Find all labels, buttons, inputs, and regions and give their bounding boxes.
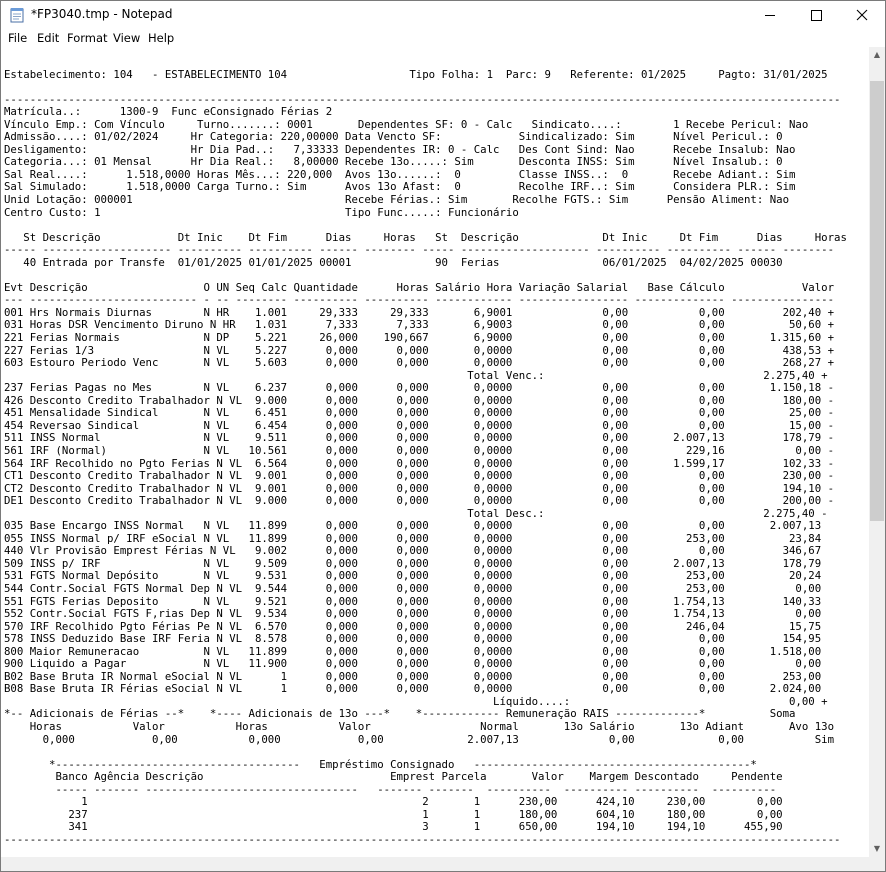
document-text[interactable] (4, 56, 847, 846)
document-line: 440 Vlr Provisão Emprest Férias N VL 9.002 0,000 0,000 0,0000 0,00 0,00 346,67 (4, 544, 822, 558)
document-line: 341 3 1 650,00 194,10 194,10 455,90 (4, 820, 783, 834)
document-line: 603 Estouro Periodo Venc N VL 5.603 0,000 0,000 0,0000 0,00 0,00 268,27 + (4, 356, 835, 370)
document-line: 511 INSS Normal N VL 9.511 0,000 0,000 0,0000 0,00 2.007,13 178,79 - (4, 431, 835, 445)
document-line: Categoria...: 01 Mensal Hr Dia Real.: 8,00000 Recebe 13o.....: Sim Desconta INSS: Sim Nível Insalub.: 0 (4, 155, 783, 169)
document-line: 544 Contr.Social FGTS Normal Dep N VL 9.544 0,000 0,000 0,0000 0,00 253,00 0,00 (4, 581, 822, 595)
document-line: DE1 Desconto Credito Trabalhador N VL 9.000 0,000 0,000 0,0000 0,00 0,00 200,00 - (4, 494, 835, 508)
document-line: 1 2 1 230,00 424,10 230,00 0,00 (4, 795, 783, 809)
document-line: B02 Base Bruta IR Normal eSocial N VL 1 0,000 0,000 0,0000 0,00 0,00 253,00 (4, 669, 822, 683)
document-line: 551 FGTS Ferias Deposito N VL 9.521 0,000 0,000 0,0000 0,00 1.754,13 140,33 (4, 594, 822, 608)
document-line: Estabelecimento: 104 - ESTABELECIMENTO 104 Tipo Folha: 1 Parc: 9 Referente: 01/2025 Pagto: 31/01/2025 (4, 67, 828, 81)
document-line: 509 INSS p/ IRF N VL 9.509 0,000 0,000 0,0000 0,00 2.007,13 178,79 (4, 556, 822, 570)
document-line: 900 Liquido a Pagar N VL 11.900 0,000 0,000 0,0000 0,00 0,00 0,00 (4, 657, 822, 671)
document-line: Matrícula..: 1300-9 Func eConsignado Férias 2 (4, 105, 333, 119)
document-line: Líquido....: 0,00 + (4, 694, 828, 708)
document-line: Admissão....: 01/02/2024 Hr Categoria: 220,00000 Data Vencto SF: Sindicalizado: Sim Nível Pericul.: 0 (4, 130, 783, 144)
document-line: 237 1 1 180,00 604,10 180,00 0,00 (4, 807, 783, 821)
document-line: CT1 Desconto Credito Trabalhador N VL 9.001 0,000 0,000 0,0000 0,00 0,00 230,00 - (4, 469, 835, 483)
minimize-icon (747, 1, 793, 29)
document-line: 561 IRF (Normal) N VL 10.561 0,000 0,000 0,0000 0,00 229,16 0,00 - (4, 443, 835, 457)
document-line: *-------------------------------------- Empréstimo Consignado -------------------------------------------* (4, 757, 757, 771)
menu-format[interactable]: Format (67, 31, 108, 45)
size-grip (869, 857, 885, 871)
document-line: 055 INSS Normal p/ IRF eSocial N VL 11.899 0,000 0,000 0,0000 0,00 253,00 23,84 (4, 531, 822, 545)
document-line: B08 Base Bruta IR Férias eSocial N VL 1 0,000 0,000 0,0000 0,00 0,00 2.024,00 (4, 682, 822, 696)
document-line: 237 Ferias Pagas no Mes N VL 6.237 0,000 0,000 0,0000 0,00 0,00 1.150,18 - (4, 381, 835, 395)
document-line: 800 Maior Remuneracao N VL 11.899 0,000 0,000 0,0000 0,00 0,00 1.518,00 (4, 644, 822, 658)
scroll-up-icon[interactable]: ▲ (873, 50, 881, 59)
document-line: Horas Valor Horas Valor Normal 13o Salário 13o Adiant Avo 13o (4, 719, 835, 733)
document-line: 578 INSS Deduzido Base IRF Feria N VL 8.578 0,000 0,000 0,0000 0,00 0,00 154,95 (4, 632, 822, 646)
document-line: 227 Ferias 1/3 N VL 5.227 0,000 0,000 0,0000 0,00 0,00 438,53 + (4, 343, 835, 357)
document-line: 221 Ferias Normais N DP 5.221 26,000 190,667 6,9000 0,00 0,00 1.315,60 + (4, 331, 835, 345)
document-line: ----- -------------------- ---------- ---------- ------ -------- ----- -------------------- ---------- ---------- ------ -------- (4, 243, 835, 257)
document-line: 564 IRF Recolhido no Pgto Ferias N VL 6.564 0,000 0,000 0,0000 0,00 1.599,17 102,33 - (4, 456, 835, 470)
minimize-button[interactable] (747, 1, 793, 29)
document-line: Sal Simulado: 1.518,0000 Carga Turno.: Sim Avos 13o Afast: 0 Recolhe IRF..: Sim Considera PLR.: Sim (4, 180, 796, 194)
window-title: *FP3040.tmp - Notepad (31, 7, 173, 21)
document-line: 0,000 0,00 0,000 0,00 2.007,13 0,00 0,00 Sim (4, 732, 835, 746)
document-line: 001 Hrs Normais Diurnas N HR 1.001 29,333 29,333 6,9001 0,00 0,00 202,40 + (4, 305, 835, 319)
scroll-down-icon[interactable]: ▼ (873, 844, 881, 853)
document-line: Banco Agência Descrição Emprest Parcela Valor Margem Descontado Pendente (4, 770, 783, 784)
document-line: ---------------------------------------------------------------------------------------------------------------------------------- (4, 832, 841, 846)
document-line: ----- ------- --------------------------------- ------- ------- ---------- ---------- ---------- ---------- (4, 782, 777, 796)
document-line: 454 Reversao Sindical N VL 6.454 0,000 0,000 0,0000 0,00 0,00 15,00 - (4, 418, 835, 432)
document-line: --- -------------------------- - -- -------- ---------- ---------- ------------ ----------------- -------------- ---------------- (4, 293, 835, 307)
maximize-button[interactable] (793, 1, 839, 29)
document-line: 552 Contr.Social FGTS F,rias Dep N VL 9.534 0,000 0,000 0,0000 0,00 1.754,13 0,00 (4, 607, 822, 621)
menu-bar (1, 29, 885, 47)
menu-file[interactable]: File (8, 31, 28, 45)
document-line: Unid Lotação: 000001 Recebe Férias.: Sim Recolhe FGTS.: Sim Pensão Aliment: Nao (4, 193, 789, 207)
document-line: Total Desc.: 2.275,40 - (4, 506, 828, 520)
menu-edit[interactable]: Edit (37, 31, 60, 45)
document-line: 451 Mensalidade Sindical N VL 6.451 0,000 0,000 0,0000 0,00 0,00 25,00 - (4, 406, 835, 420)
document-line: 40 Entrada por Transfe 01/01/2025 01/01/2025 00001 90 Ferias 06/01/2025 04/02/2025 00030 (4, 255, 783, 269)
close-button[interactable] (839, 1, 885, 29)
horizontal-scrollbar[interactable] (1, 857, 869, 871)
title-bar[interactable] (1, 1, 885, 29)
document-line: 531 FGTS Normal Depósito N VL 9.531 0,000 0,000 0,0000 0,00 253,00 20,24 (4, 569, 822, 583)
close-icon (839, 1, 885, 29)
document-line: 570 IRF Recolhido Pgto Férias Pe N VL 6.570 0,000 0,000 0,0000 0,00 246,04 15,75 (4, 619, 822, 633)
vertical-scrollbar[interactable] (869, 47, 885, 857)
document-line: Sal Real....: 1.518,0000 Horas Mês...: 220,000 Avos 13o......: 0 Classe INSS..: 0 Recebe Adiant.: Sim (4, 167, 796, 181)
document-line: 426 Desconto Credito Trabalhador N VL 9.000 0,000 0,000 0,0000 0,00 0,00 180,00 - (4, 393, 835, 407)
text-editor[interactable] (1, 47, 869, 857)
document-line: Centro Custo: 1 Tipo Func.....: Funcionário (4, 205, 519, 219)
document-line: St Descrição Dt Inic Dt Fim Dias Horas St Descrição Dt Inic Dt Fim Dias Horas (4, 230, 847, 244)
document-line: 031 Horas DSR Vencimento Diruno N HR 1.031 7,333 7,333 6,9003 0,00 0,00 50,60 + (4, 318, 835, 332)
document-line: Evt Descrição O UN Seq Calc Quantidade Horas Salário Hora Variação Salarial Base Cálculo Valor (4, 280, 835, 294)
menu-view[interactable]: View (113, 31, 141, 45)
scroll-thumb[interactable] (870, 81, 884, 521)
document-line: ---------------------------------------------------------------------------------------------------------------------------------- (4, 92, 841, 106)
document-line: Total Venc.: 2.275,40 + (4, 368, 828, 382)
menu-help[interactable]: Help (148, 31, 175, 45)
document-line: Desligamento: Hr Dia Pad..: 7,33333 Dependentes IR: 0 - Calc Des Cont Sind: Nao Recebe Insalub: Nao (4, 142, 796, 156)
notepad-icon (10, 7, 24, 23)
maximize-icon (793, 1, 839, 29)
document-line: CT2 Desconto Credito Trabalhador N VL 9.001 0,000 0,000 0,0000 0,00 0,00 194,10 - (4, 481, 835, 495)
document-line: Vínculo Emp.: Com Vínculo Turno.......: 0001 Dependentes SF: 0 - Calc Sindicato....: 1 Recebe Pericul: Nao (4, 117, 809, 131)
document-line: *-- Adicionais de Férias --* *---- Adicionais de 13o ---* *------------ Remuneração RAIS -------------* Soma (4, 707, 796, 721)
document-line: 035 Base Encargo INSS Normal N VL 11.899 0,000 0,000 0,0000 0,00 0,00 2.007,13 (4, 519, 822, 533)
